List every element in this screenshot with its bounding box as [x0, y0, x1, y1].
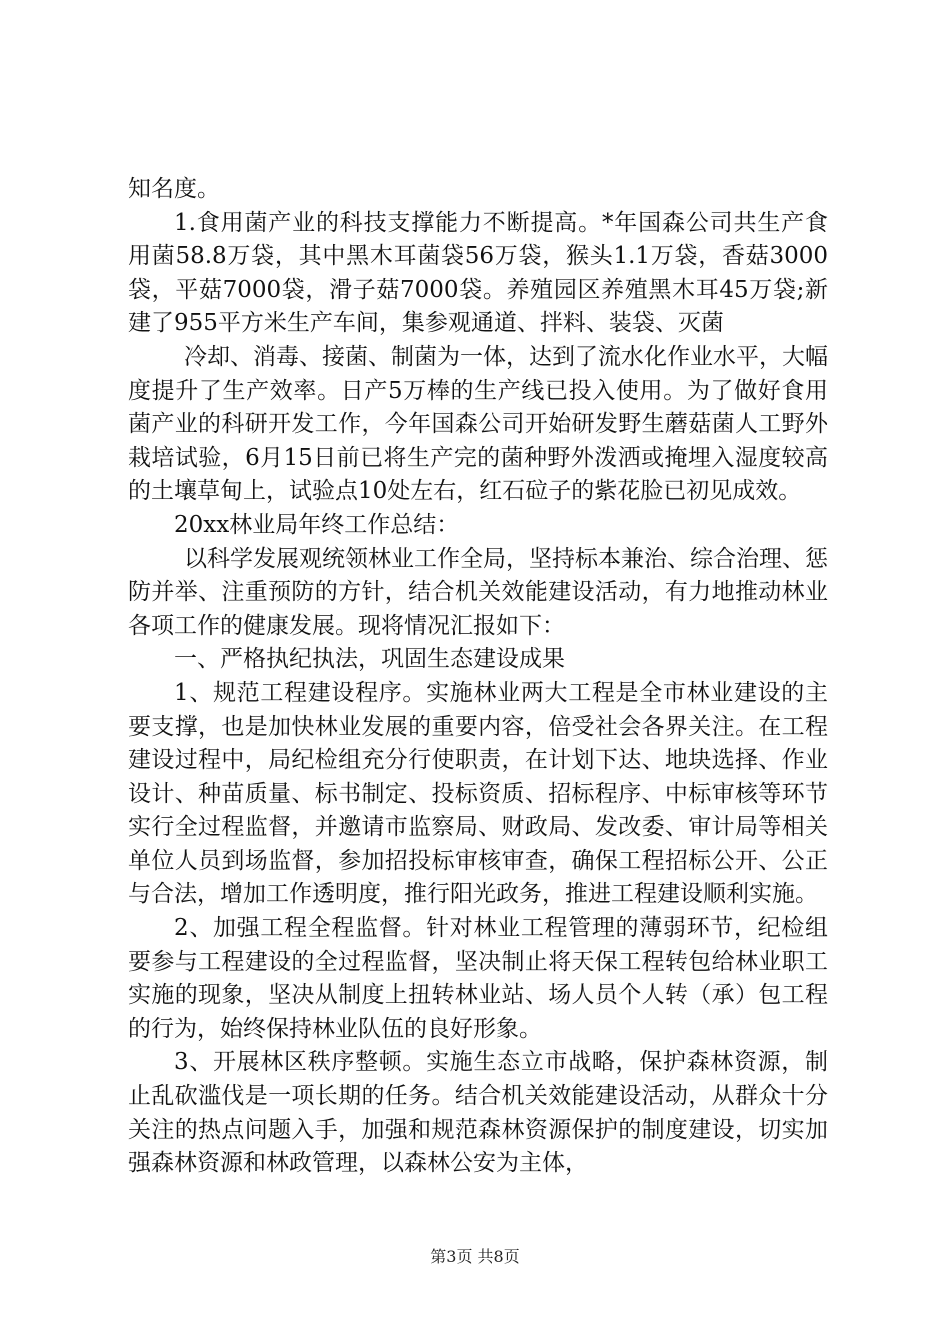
paragraph-production-line: 冷却、消毒、接菌、制菌为一体，达到了流水化作业水平，大幅度提升了生产效率。日产5万棒的生产线已投入使用。为了做好食用菌产业的科研开发工作，今年国森公司开始研发野生蘑菇菌人工野外栽培试验，6月15日前已将生产完的菌种野外泼洒或掩埋入湿度较高的土壤草甸上，试验点10处左右，红石砬子的紫花脸已初见成效。	[128, 343, 828, 505]
page-footer: 第3页 共8页	[430, 1247, 520, 1266]
paragraph-summary-heading: 20xx林业局年终工作总结：	[174, 511, 460, 538]
paragraph-item-2: 2、加强工程全程监督。针对林业工程管理的薄弱环节，纪检组要参与工程建设的全过程监督，坚决制止将天保工程转包给林业职工实施的现象，坚决从制度上扭转林业站、场人员个人转（承）包工程的行为，始终保持林业队伍的良好形象。	[128, 915, 828, 1042]
paragraph-mushroom-tech: 1.食用菌产业的科技支撑能力不断提高。*年国森公司共生产食用菌58.8万袋，其中黑木耳菌袋56万袋，猴头1.1万袋，香菇3000袋，平菇7000袋，滑子菇7000袋。养殖园区养殖黑木耳45万袋;新建了955平方米生产车间，集参观通道、拌料、装袋、灭菌	[128, 209, 828, 337]
paragraph-item-3: 3、开展林区秩序整顿。实施生态立市战略，保护森林资源，制止乱砍滥伐是一项长期的任务。结合机关效能建设活动，从群众十分关注的热点问题入手，加强和规范森林资源保护的制度建设，切实加强森林资源和林政管理，以森林公安为主体，	[128, 1049, 828, 1177]
section-heading-1: 一、严格执纪执法，巩固生态建设成果	[174, 646, 565, 673]
paragraph-item-1: 1、规范工程建设程序。实施林业两大工程是全市林业建设的主要支撑，也是加快林业发展的重要内容，倍受社会各界关注。在工程建设过程中，局纪检组充分行使职责，在计划下达、地块选择、作业设计、种苗质量、标书制定、投标资质、招标程序、中标审核等环节实行全过程监督，并邀请市监察局、财政局、发改委、审计局等相关单位人员到场监督，参加招投标审核审查，确保工程招标公开、公正与合法，增加工作透明度，推行阳光政务，推进工程建设顺利实施。	[128, 679, 828, 908]
document-body	[128, 173, 828, 1181]
paragraph-continuation: 知名度。	[128, 176, 220, 202]
paragraph-intro: 以科学发展观统领林业工作全局，坚持标本兼治、综合治理、惩防并举、注重预防的方针，结合机关效能建设活动，有力地推动林业各项工作的健康发展。现将情况汇报如下：	[128, 545, 828, 639]
